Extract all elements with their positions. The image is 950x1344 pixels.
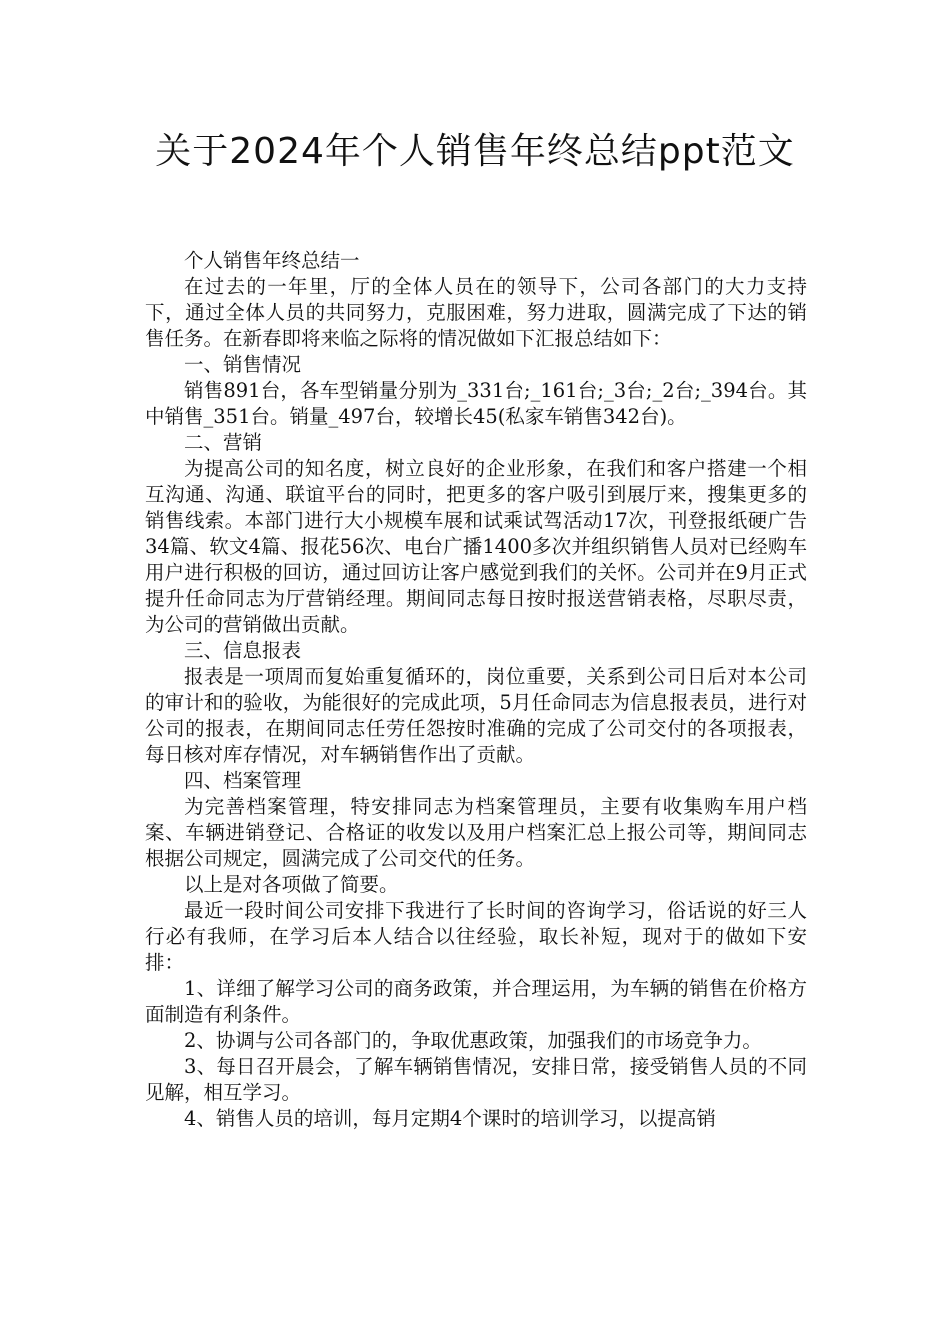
paragraph-sales-figures: 销售891台，各车型销量分别为_331台;_161台;_3台;_2台;_394台。其中销售_351台。销量_497台，较增长45(私家车销售342台)。 [145, 379, 807, 428]
paragraph-info-reports: 报表是一项周而复始重复循环的，岗位重要，关系到公司日后对本公司的审计和的验收，为能很好的完成此项，5月任命同志为信息报表员，进行对公司的报表，在期间同志任劳任怨按时准确的完成了公司交付的各项报表，每日核对库存情况，对车辆销售作出了贡献。 [145, 665, 807, 766]
paragraph-plan-intro: 最近一段时间公司安排下我进行了长时间的咨询学习，俗话说的好三人行必有我师，在学习后本人结合以往经验，取长补短，现对于的做如下安排： [145, 899, 807, 974]
paragraph-summary: 以上是对各项做了简要。 [184, 873, 399, 896]
list-item-plan-3: 3、每日召开晨会，了解车辆销售情况，安排日常，接受销售人员的不同见解，相互学习。 [145, 1055, 807, 1104]
document-body [145, 248, 807, 1132]
list-item-plan-4: 4、销售人员的培训，每月定期4个课时的培训学习，以提高销 [184, 1107, 716, 1130]
heading-archive-management: 四、档案管理 [184, 769, 302, 792]
document-title: 关于2024年个人销售年终总结ppt范文 [155, 131, 795, 172]
list-item-plan-2: 2、协调与公司各部门的，争取优惠政策，加强我们的市场竞争力。 [184, 1029, 762, 1052]
heading-sales-situation: 一、销售情况 [184, 353, 302, 376]
paragraph-archive-management: 为完善档案管理，特安排同志为档案管理员，主要有收集购车用户档案、车辆进销登记、合格证的收发以及用户档案汇总上报公司等，期间同志根据公司规定，圆满完成了公司交代的任务。 [145, 795, 807, 870]
paragraph-intro: 在过去的一年里，厅的全体人员在的领导下，公司各部门的大力支持下，通过全体人员的共同努力，克服困难，努力进取，圆满完成了下达的销售任务。在新春即将来临之际将的情况做如下汇报总结如下： [145, 275, 807, 350]
paragraph-marketing: 为提高公司的知名度，树立良好的企业形象，在我们和客户搭建一个相互沟通、沟通、联谊平台的同时，把更多的客户吸引到展厅来，搜集更多的销售线索。本部门进行大小规模车展和试乘试驾活动17次，刊登报纸硬广告34篇、软文4篇、报花56次、电台广播1400多次并组织销售人员对已经购车用户进行积极的回访，通过回访让客户感觉到我们的关怀。公司并在9月正式提升任命同志为厅营销经理。期间同志每日按时报送营销表格，尽职尽责，为公司的营销做出贡献。 [145, 457, 807, 636]
paragraph-section-heading: 个人销售年终总结一 [184, 249, 360, 272]
heading-marketing: 二、营销 [184, 431, 263, 454]
heading-info-reports: 三、信息报表 [184, 639, 302, 662]
list-item-plan-1: 1、详细了解学习公司的商务政策，并合理运用，为车辆的销售在价格方面制造有利条件。 [145, 977, 807, 1026]
